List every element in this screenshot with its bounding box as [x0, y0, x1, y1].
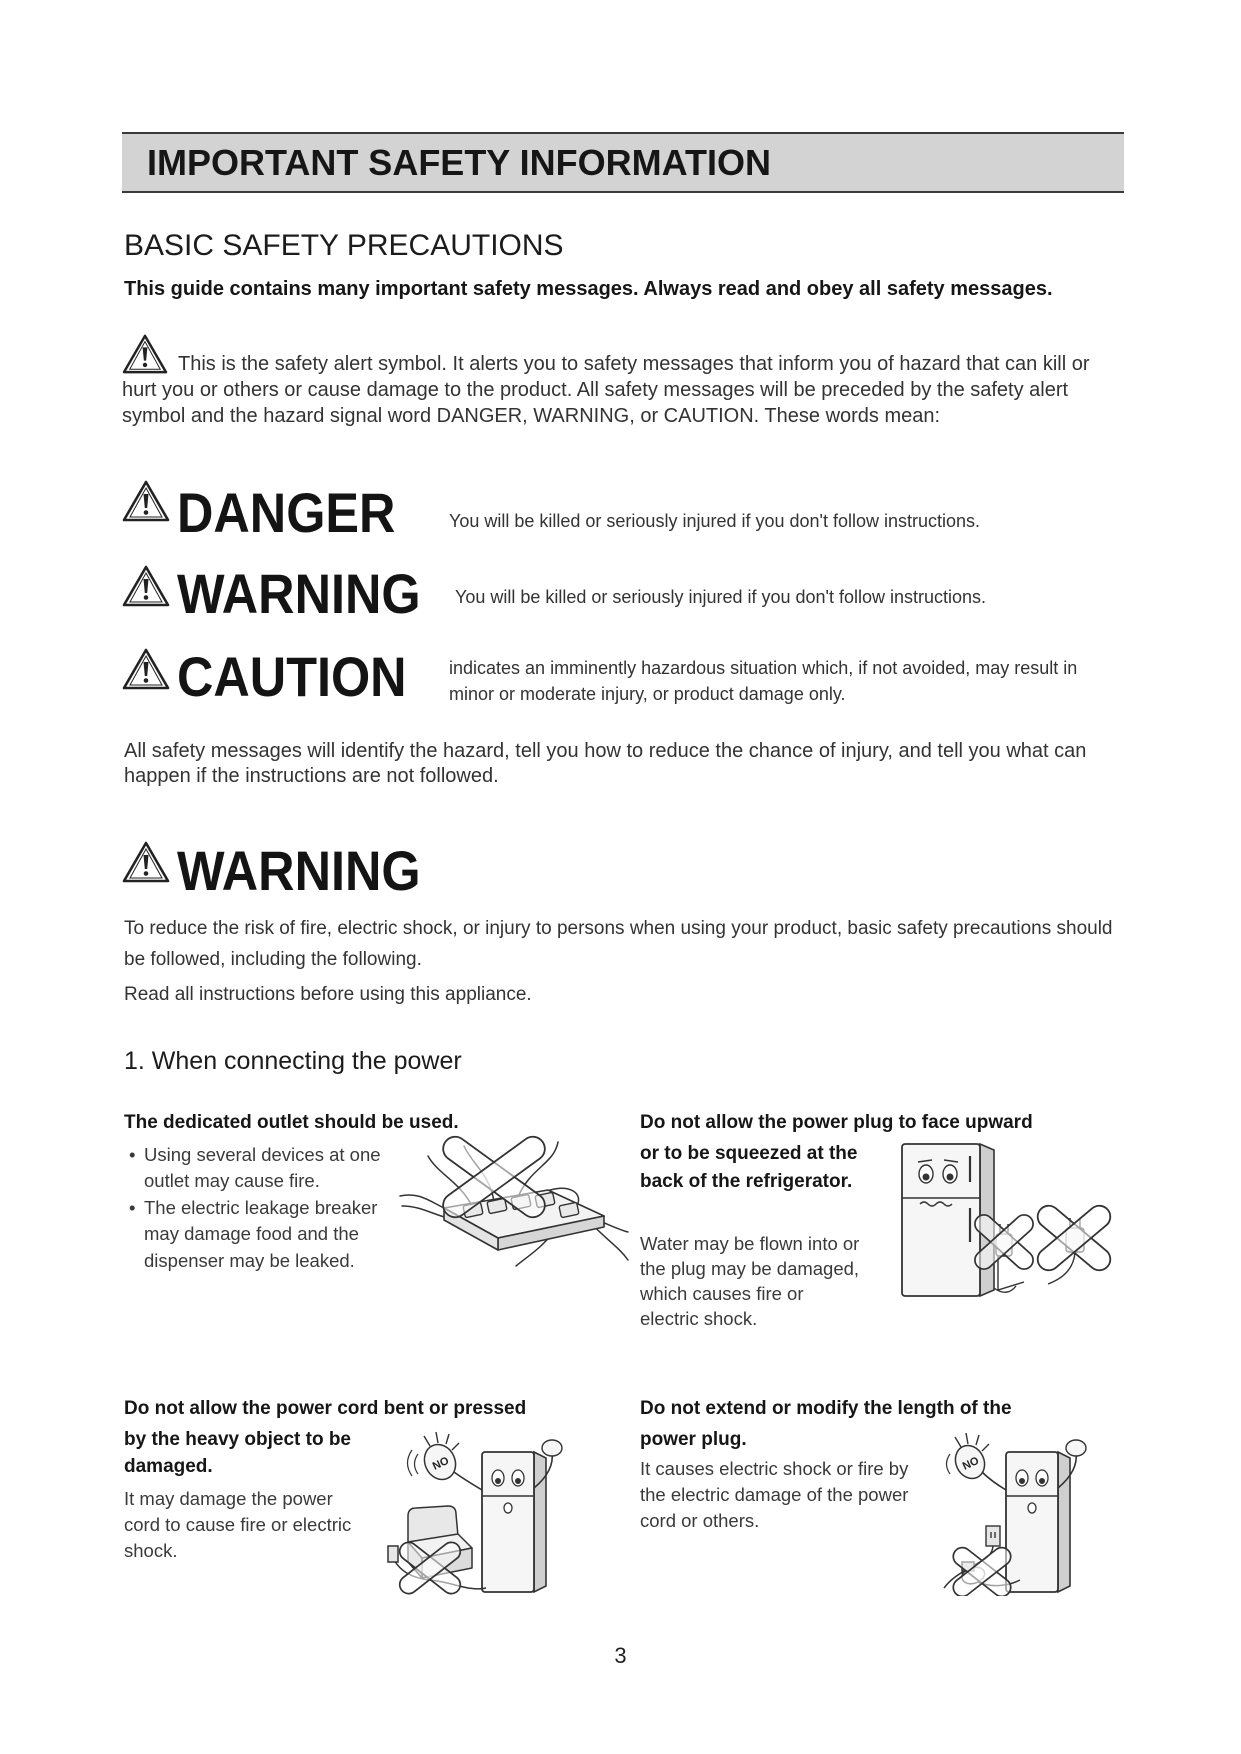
intro-paragraph: This guide contains many important safety messages. Always read and obey all safety messages. [124, 278, 1053, 300]
bullet-item: • The electric leakage breaker may damage food and the dispenser may be leaked. [124, 1195, 386, 1274]
warning-intro-paragraph: To reduce the risk of fire, electric shock, or injury to persons when using your product, basic safety precautions should be followed, including the following. [124, 918, 1113, 970]
pressed-cord-illustration [386, 1430, 608, 1596]
page-number: 3 [614, 1643, 627, 1668]
no-hand [408, 1432, 462, 1485]
signal-description-danger: You will be killed or seriously injured if you don't follow instructions. [449, 511, 981, 531]
prohibited-x-mark [1033, 1201, 1115, 1274]
item-body-extend-plug: It causes electric shock or fire by the electric damage of the power cord or others. [640, 1458, 909, 1531]
no-label: NO [430, 1454, 451, 1473]
signal-word-warning: WARNING [177, 562, 421, 625]
header-bar [122, 132, 1124, 193]
item-title-cord-pressed-cont: by the heavy object to be damaged. [124, 1429, 351, 1477]
read-instructions-paragraph: Read all instructions before using this appliance. [124, 984, 532, 1005]
signal-description-warning: You will be killed or seriously injured if you don't follow instructions. [455, 587, 987, 607]
warning-alert-icon [122, 564, 170, 608]
item-title-dedicated-outlet: The dedicated outlet should be used. [124, 1112, 459, 1133]
signal-description-caution: indicates an imminently hazardous situation which, if not avoided, may result in minor or moderate injury, or product damage only. [449, 658, 1078, 704]
item-title-plug-upward: Do not allow the power plug to face upward [640, 1112, 1033, 1133]
subsection-title: 1. When connecting the power [124, 1047, 462, 1075]
item-body-plug-upward: Water may be flown into or the plug may be damaged, which causes fire or electric shock. [640, 1233, 860, 1329]
alert-symbol-paragraph: This is the safety alert symbol. It alerts you to safety messages that inform you of hazard that can kill or hurt you or others or cause damage to the product. All safety messages will be preceded by the safety alert symbol and the hazard signal word DANGER, WARNING, or CAUTION. These words mean: [122, 353, 1090, 427]
warning-section-alert-icon [122, 840, 170, 884]
wall-outlet [986, 1526, 1000, 1546]
no-hand [947, 1433, 990, 1483]
page-title: IMPORTANT SAFETY INFORMATION [147, 142, 771, 183]
item-body-cord-pressed: It may damage the power cord to cause fire or electric shock. [124, 1488, 352, 1561]
no-label: NO [960, 1454, 981, 1473]
safety-messages-summary: All safety messages will identify the hazard, tell you how to reduce the chance of injury, and tell you what can happen if the instructions are not followed. [124, 740, 1087, 787]
caution-alert-icon [122, 647, 170, 691]
plug-upward-illustration [898, 1138, 1120, 1304]
prohibited-x-mark [950, 1544, 1015, 1596]
danger-alert-icon [122, 479, 170, 523]
item-title-extend-plug: Do not extend or modify the length of the [640, 1398, 1012, 1419]
item-title-cord-pressed: Do not allow the power cord bent or pressed [124, 1398, 527, 1419]
section-title: BASIC SAFETY PRECAUTIONS [124, 229, 564, 262]
dedicated-outlet-bullets [124, 1142, 386, 1274]
signal-word-danger: DANGER [177, 481, 396, 544]
multi-plug-illustration [398, 1134, 630, 1268]
signal-word-caution: CAUTION [177, 645, 407, 708]
refrigerator-character [454, 1440, 562, 1592]
item-title-plug-upward-cont: or to be squeezed at the back of the refrigerator. [640, 1143, 858, 1192]
extended-plug-illustration [936, 1430, 1118, 1596]
bullet-item: • Using several devices at one outlet may cause fire. [124, 1142, 386, 1195]
warning-heading: WARNING [177, 839, 421, 902]
item-title-extend-plug-cont: power plug. [640, 1429, 747, 1450]
